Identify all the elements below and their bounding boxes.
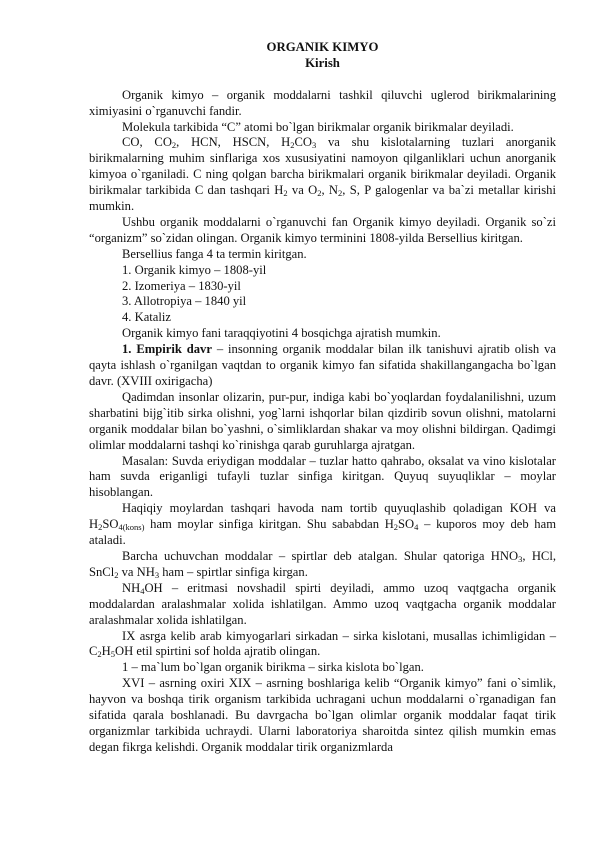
paragraph: Organik kimyo – organik moddalarni tashkil qiluvchi uglerod birikmalarining ximiyasini o`rganuvchi fandir.: [89, 87, 556, 118]
page-title: ORGANIK KIMYO: [266, 40, 379, 54]
list-item: 2. Izomeriya – 1830-yil: [122, 278, 241, 293]
paragraph: Haqiqiy moylardan tashqari havoda nam tortib quyuqlashib qoladigan KOH va $H_2SO_{4(kons)}$ ham moylar sinfiga kiritgan. Shu sababdan $H_2SO_4$ – kuporos moy deb ham ataladi.: [89, 501, 556, 548]
page-subtitle: Kirish: [305, 55, 340, 70]
paragraph: 1 – ma`lum bo`lgan organik birikma – sirka kislota bo`lgan.: [122, 660, 424, 675]
period-heading: 1. Empirik davr: [122, 342, 212, 357]
paragraph: Organik kimyo fani taraqqiyotini 4 bosqichga ajratish mumkin.: [122, 326, 441, 341]
list-item: 3. Allotropiya – 1840 yil: [122, 294, 247, 309]
paragraph: $NH_4OH$ – eritmasi novshadil spirti deyiladi, ammo uzoq vaqtgacha organik moddalardan aralashmalar xolida ishlatilgan. Ammo uzoq vaqtgacha organik moddalar aralashmalar xolida ishlatilgan.: [89, 580, 556, 627]
spacer: [89, 72, 556, 88]
paragraph: XVI – asrning oxiri XIX – asrning boshlariga kelib “Organik kimyo” fani o`simlik, hayvon va boshqa tirik organism tarkibida uchragani uchun moddalarni o`rganadigan fan sifatida qarala boshlanadi. Bu davrgacha bo`lgan olimlar organik moddalar faqat tirik organizmlar tarkibida uchraydi. Ularni laboratoriya sharoitda sintez qilish mumkin emas degan fikrga kelishdi. Organik moddalar tirik organizmlarda: [89, 676, 556, 754]
paragraph: Barcha uchuvchan moddalar – spirtlar deb atalgan. Shular qatoriga $HNO_3$, HCl, SnCl$_2$ va $NH_3$ ham – spirtlar sinfiga kirgan.: [89, 548, 556, 580]
document-page: [89, 40, 556, 756]
paragraph: Molekula tarkibida “C” atomi bo`lgan birikmalar organik birikmalar deyiladi.: [122, 119, 514, 134]
paragraph: IX asrga kelib arab kimyogarlari sirkadan – sirka kislotani, musallas ichimligidan – $C_2H_5OH$ etil spirtini sof holda ajratib olingan.: [89, 628, 556, 660]
paragraph: CO, $CO_2$, HCN, HSCN, $H_2CO_3$ va shu kislotalarning tuzlari anorganik birikmalarning muhim sinflariga xos xususiyatini namoyon qilganliklari uchun anorganik kimyoa o`rganiladi. C ning qolgan barcha birikmalari organik birikmalar deyiladi. Organik birikmalar tarkibida C dan tashqari $H_2$ va $O_2$, $N_2$, S, P galogenlar va ba`zi metallar kirishi mumkin.: [89, 135, 556, 214]
list-item: 4. Kataliz: [122, 310, 171, 325]
paragraph: Qadimdan insonlar olizarin, pur-pur, indiga kabi bo`yoqlardan foydalanilishni, uzum sharbatini bijg`itib sirka olishni, yog`larni ishqorlar bilan qizdirib sovun olishni, matolarni organik moddalar bilan bo`yashni, o`simliklardan shakar va moy olishni bildirgan. Qadimgi olimlar moddalarni tashqi ko`rinishga qarab guruhlarga ajratgan.: [89, 389, 556, 452]
paragraph: Masalan: Suvda eriydigan moddalar – tuzlar hatto qahrabo, oksalat va vino kislotalar ham suvda eriganligi tufayli tuzlar sinfiga kiritgan. Quyuq suyuqliklar – moylar hisoblangan.: [89, 453, 556, 500]
paragraph: 1. Empirik davr – insonning organik moddalar bilan ilk tanishuvi ajratib olish va qayta ishlash o`rganilgan vaqtdan to organik kimyo fan sifatida shakillangangacha bo`lgan davr. (XVIII oxirigacha): [89, 342, 556, 389]
paragraph: Ushbu organik moddalarni o`rganuvchi fan Organik kimyo deyiladi. Organik so`zi “organizm” so`zidan olingan. Organik kimyo terminini 1808-yilda Bersellius kiritgan.: [89, 214, 556, 245]
paragraph: Bersellius fanga 4 ta termin kiritgan.: [122, 246, 307, 261]
list-item: 1. Organik kimyo – 1808-yil: [122, 262, 267, 277]
